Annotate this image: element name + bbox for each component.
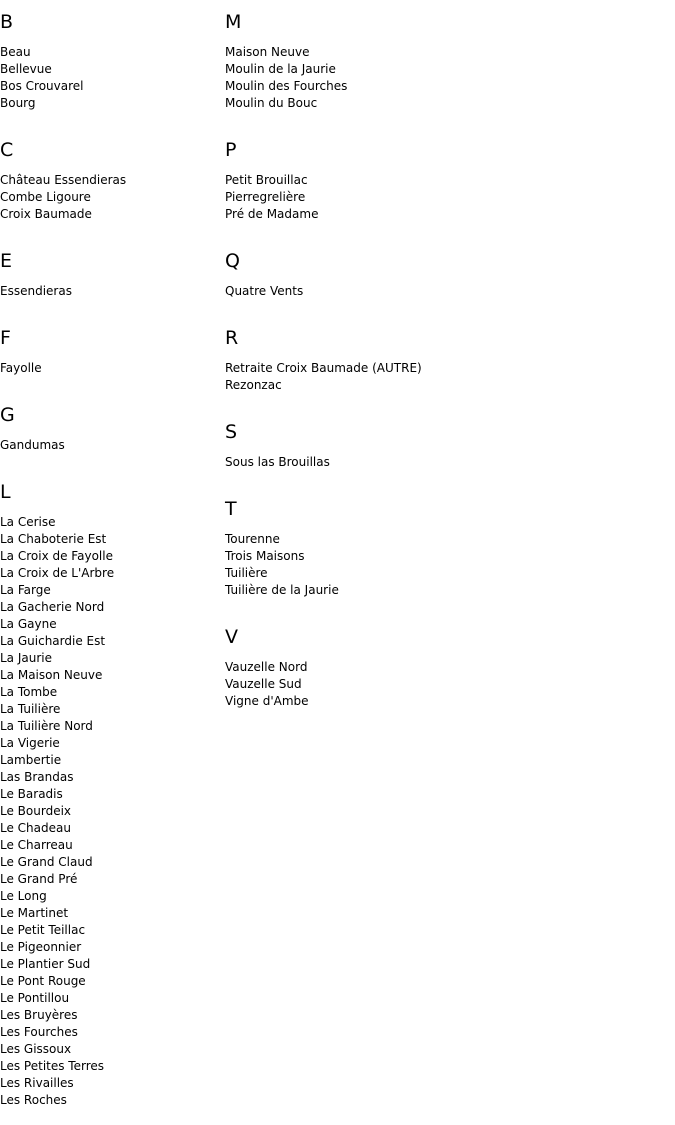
place-link-les-fourches[interactable]: Les Fourches — [0, 1025, 78, 1039]
place-link-le-petit-teillac[interactable]: Le Petit Teillac — [0, 923, 86, 937]
place-link-les-gissoux[interactable]: Les Gissoux — [0, 1042, 72, 1056]
place-link-vauzelle-sud[interactable]: Vauzelle Sud — [225, 677, 302, 691]
group-spacer — [0, 377, 225, 393]
place-list — [225, 454, 665, 471]
letter-heading: V — [225, 626, 238, 648]
place-link-le-charreau[interactable]: Le Charreau — [0, 838, 73, 852]
place-link-la-cerise[interactable]: La Cerise — [0, 515, 56, 529]
place-link-le-long[interactable]: Le Long — [0, 889, 47, 903]
place-link-maison-neuve[interactable]: Maison Neuve — [225, 45, 310, 59]
place-link-les-roches[interactable]: Les Roches — [0, 1093, 67, 1107]
group-spacer — [0, 454, 225, 470]
place-list — [225, 283, 665, 300]
index-column-left — [0, 0, 225, 1125]
letter-heading: Q — [225, 250, 240, 272]
place-link-trois-maisons[interactable]: Trois Maisons — [225, 549, 305, 563]
place-link-las-brandas[interactable]: Las Brandas — [0, 770, 74, 784]
letter-heading: C — [0, 139, 14, 161]
letter-group-p — [225, 138, 665, 239]
place-link-lambertie[interactable]: Lambertie — [0, 753, 62, 767]
place-link-le-plantier-sud[interactable]: Le Plantier Sud — [0, 957, 91, 971]
place-list — [0, 44, 225, 112]
place-link-chateau-essendieras[interactable]: Château Essendieras — [0, 173, 127, 187]
place-link-la-tombe[interactable]: La Tombe — [0, 685, 58, 699]
place-link-bos-crouvarel[interactable]: Bos Crouvarel — [0, 79, 84, 93]
place-list — [225, 531, 665, 599]
place-link-croix-baumade[interactable]: Croix Baumade — [0, 207, 92, 221]
place-link-la-gacherie-nord[interactable]: La Gacherie Nord — [0, 600, 105, 614]
place-link-la-tuiliere-nord[interactable]: La Tuilière Nord — [0, 719, 93, 733]
letter-group-q — [225, 249, 665, 316]
place-link-fayolle[interactable]: Fayolle — [0, 361, 42, 375]
letter-group-e — [0, 249, 225, 316]
letter-group-t — [225, 497, 665, 615]
place-link-les-rivailles[interactable]: Les Rivailles — [0, 1076, 74, 1090]
place-link-quatre-vents[interactable]: Quatre Vents — [225, 284, 304, 298]
place-link-tuiliere-de-la-jaurie[interactable]: Tuilière de la Jaurie — [225, 583, 339, 597]
letter-group-m — [225, 10, 665, 128]
group-spacer — [225, 300, 665, 316]
letter-heading: B — [0, 11, 14, 33]
group-spacer — [225, 710, 665, 726]
place-list — [225, 44, 665, 112]
place-link-le-pigeonnier[interactable]: Le Pigeonnier — [0, 940, 82, 954]
letter-heading: P — [225, 139, 237, 161]
place-link-moulin-de-la-jaurie[interactable]: Moulin de la Jaurie — [225, 62, 336, 76]
place-list — [0, 514, 225, 1109]
letter-heading: L — [0, 481, 11, 503]
place-list — [0, 172, 225, 223]
place-list — [0, 283, 225, 300]
index-column-right — [225, 0, 665, 726]
letter-group-v — [225, 625, 665, 726]
place-link-pierregreliere[interactable]: Pierregrelière — [225, 190, 306, 204]
place-link-sous-las-brouillas[interactable]: Sous las Brouillas — [225, 455, 330, 469]
letter-group-c — [0, 138, 225, 239]
group-spacer — [0, 1109, 225, 1125]
place-link-bourg[interactable]: Bourg — [0, 96, 36, 110]
letter-heading: E — [0, 250, 13, 272]
place-link-moulin-des-fourches[interactable]: Moulin des Fourches — [225, 79, 348, 93]
place-link-le-bourdeix[interactable]: Le Bourdeix — [0, 804, 72, 818]
letter-group-s — [225, 420, 665, 487]
place-link-la-maison-neuve[interactable]: La Maison Neuve — [0, 668, 103, 682]
place-link-la-croix-de-fayolle[interactable]: La Croix de Fayolle — [0, 549, 113, 563]
place-link-le-martinet[interactable]: Le Martinet — [0, 906, 69, 920]
place-link-tuiliere[interactable]: Tuilière — [225, 566, 268, 580]
letter-group-f — [0, 326, 225, 393]
letter-heading: G — [0, 404, 15, 426]
group-spacer — [225, 223, 665, 239]
place-link-les-petites-terres[interactable]: Les Petites Terres — [0, 1059, 105, 1073]
place-list — [0, 360, 225, 377]
place-link-la-croix-de-l-arbre[interactable]: La Croix de L'Arbre — [0, 566, 115, 580]
group-spacer — [225, 394, 665, 410]
place-link-le-grand-claud[interactable]: Le Grand Claud — [0, 855, 93, 869]
place-link-combe-ligoure[interactable]: Combe Ligoure — [0, 190, 91, 204]
place-link-beau[interactable]: Beau — [0, 45, 31, 59]
place-link-vauzelle-nord[interactable]: Vauzelle Nord — [225, 660, 308, 674]
place-link-retraite-croix-baumade-autre[interactable]: Retraite Croix Baumade (AUTRE) — [225, 361, 422, 375]
group-spacer — [225, 599, 665, 615]
letter-group-b — [0, 10, 225, 128]
place-link-tourenne[interactable]: Tourenne — [225, 532, 280, 546]
place-link-moulin-du-bouc[interactable]: Moulin du Bouc — [225, 96, 318, 110]
place-link-la-vigerie[interactable]: La Vigerie — [0, 736, 60, 750]
place-link-vigne-d-ambe[interactable]: Vigne d'Ambe — [225, 694, 309, 708]
letter-group-l — [0, 480, 225, 1125]
group-spacer — [0, 223, 225, 239]
place-link-bellevue[interactable]: Bellevue — [0, 62, 52, 76]
place-link-la-jaurie[interactable]: La Jaurie — [0, 651, 53, 665]
place-link-rezonzac[interactable]: Rezonzac — [225, 378, 282, 392]
place-link-essendieras[interactable]: Essendieras — [0, 284, 72, 298]
place-link-le-pontillou[interactable]: Le Pontillou — [0, 991, 70, 1005]
place-link-le-baradis[interactable]: Le Baradis — [0, 787, 63, 801]
letter-heading: F — [0, 327, 11, 349]
place-link-gandumas[interactable]: Gandumas — [0, 438, 65, 452]
place-link-le-pont-rouge[interactable]: Le Pont Rouge — [0, 974, 86, 988]
place-link-les-bruyeres[interactable]: Les Bruyères — [0, 1008, 78, 1022]
place-link-le-grand-pre[interactable]: Le Grand Pré — [0, 872, 78, 886]
place-list — [0, 437, 225, 454]
place-link-la-chaboterie-est[interactable]: La Chaboterie Est — [0, 532, 107, 546]
group-spacer — [0, 300, 225, 316]
group-spacer — [0, 112, 225, 128]
letter-group-r — [225, 326, 665, 410]
letter-heading: T — [225, 498, 237, 520]
group-spacer — [225, 471, 665, 487]
place-list — [225, 659, 665, 710]
letter-group-g — [0, 403, 225, 470]
place-link-le-chadeau[interactable]: Le Chadeau — [0, 821, 71, 835]
letter-heading: S — [225, 421, 238, 443]
letter-heading: M — [225, 11, 242, 33]
place-link-la-tuiliere[interactable]: La Tuilière — [0, 702, 61, 716]
place-link-la-farge[interactable]: La Farge — [0, 583, 51, 597]
place-list — [225, 360, 665, 394]
place-link-la-guichardie-est[interactable]: La Guichardie Est — [0, 634, 106, 648]
group-spacer — [225, 112, 665, 128]
place-list — [225, 172, 665, 223]
place-link-petit-brouillac[interactable]: Petit Brouillac — [225, 173, 308, 187]
letter-heading: R — [225, 327, 239, 349]
place-link-pre-de-madame[interactable]: Pré de Madame — [225, 207, 319, 221]
place-link-la-gayne[interactable]: La Gayne — [0, 617, 57, 631]
